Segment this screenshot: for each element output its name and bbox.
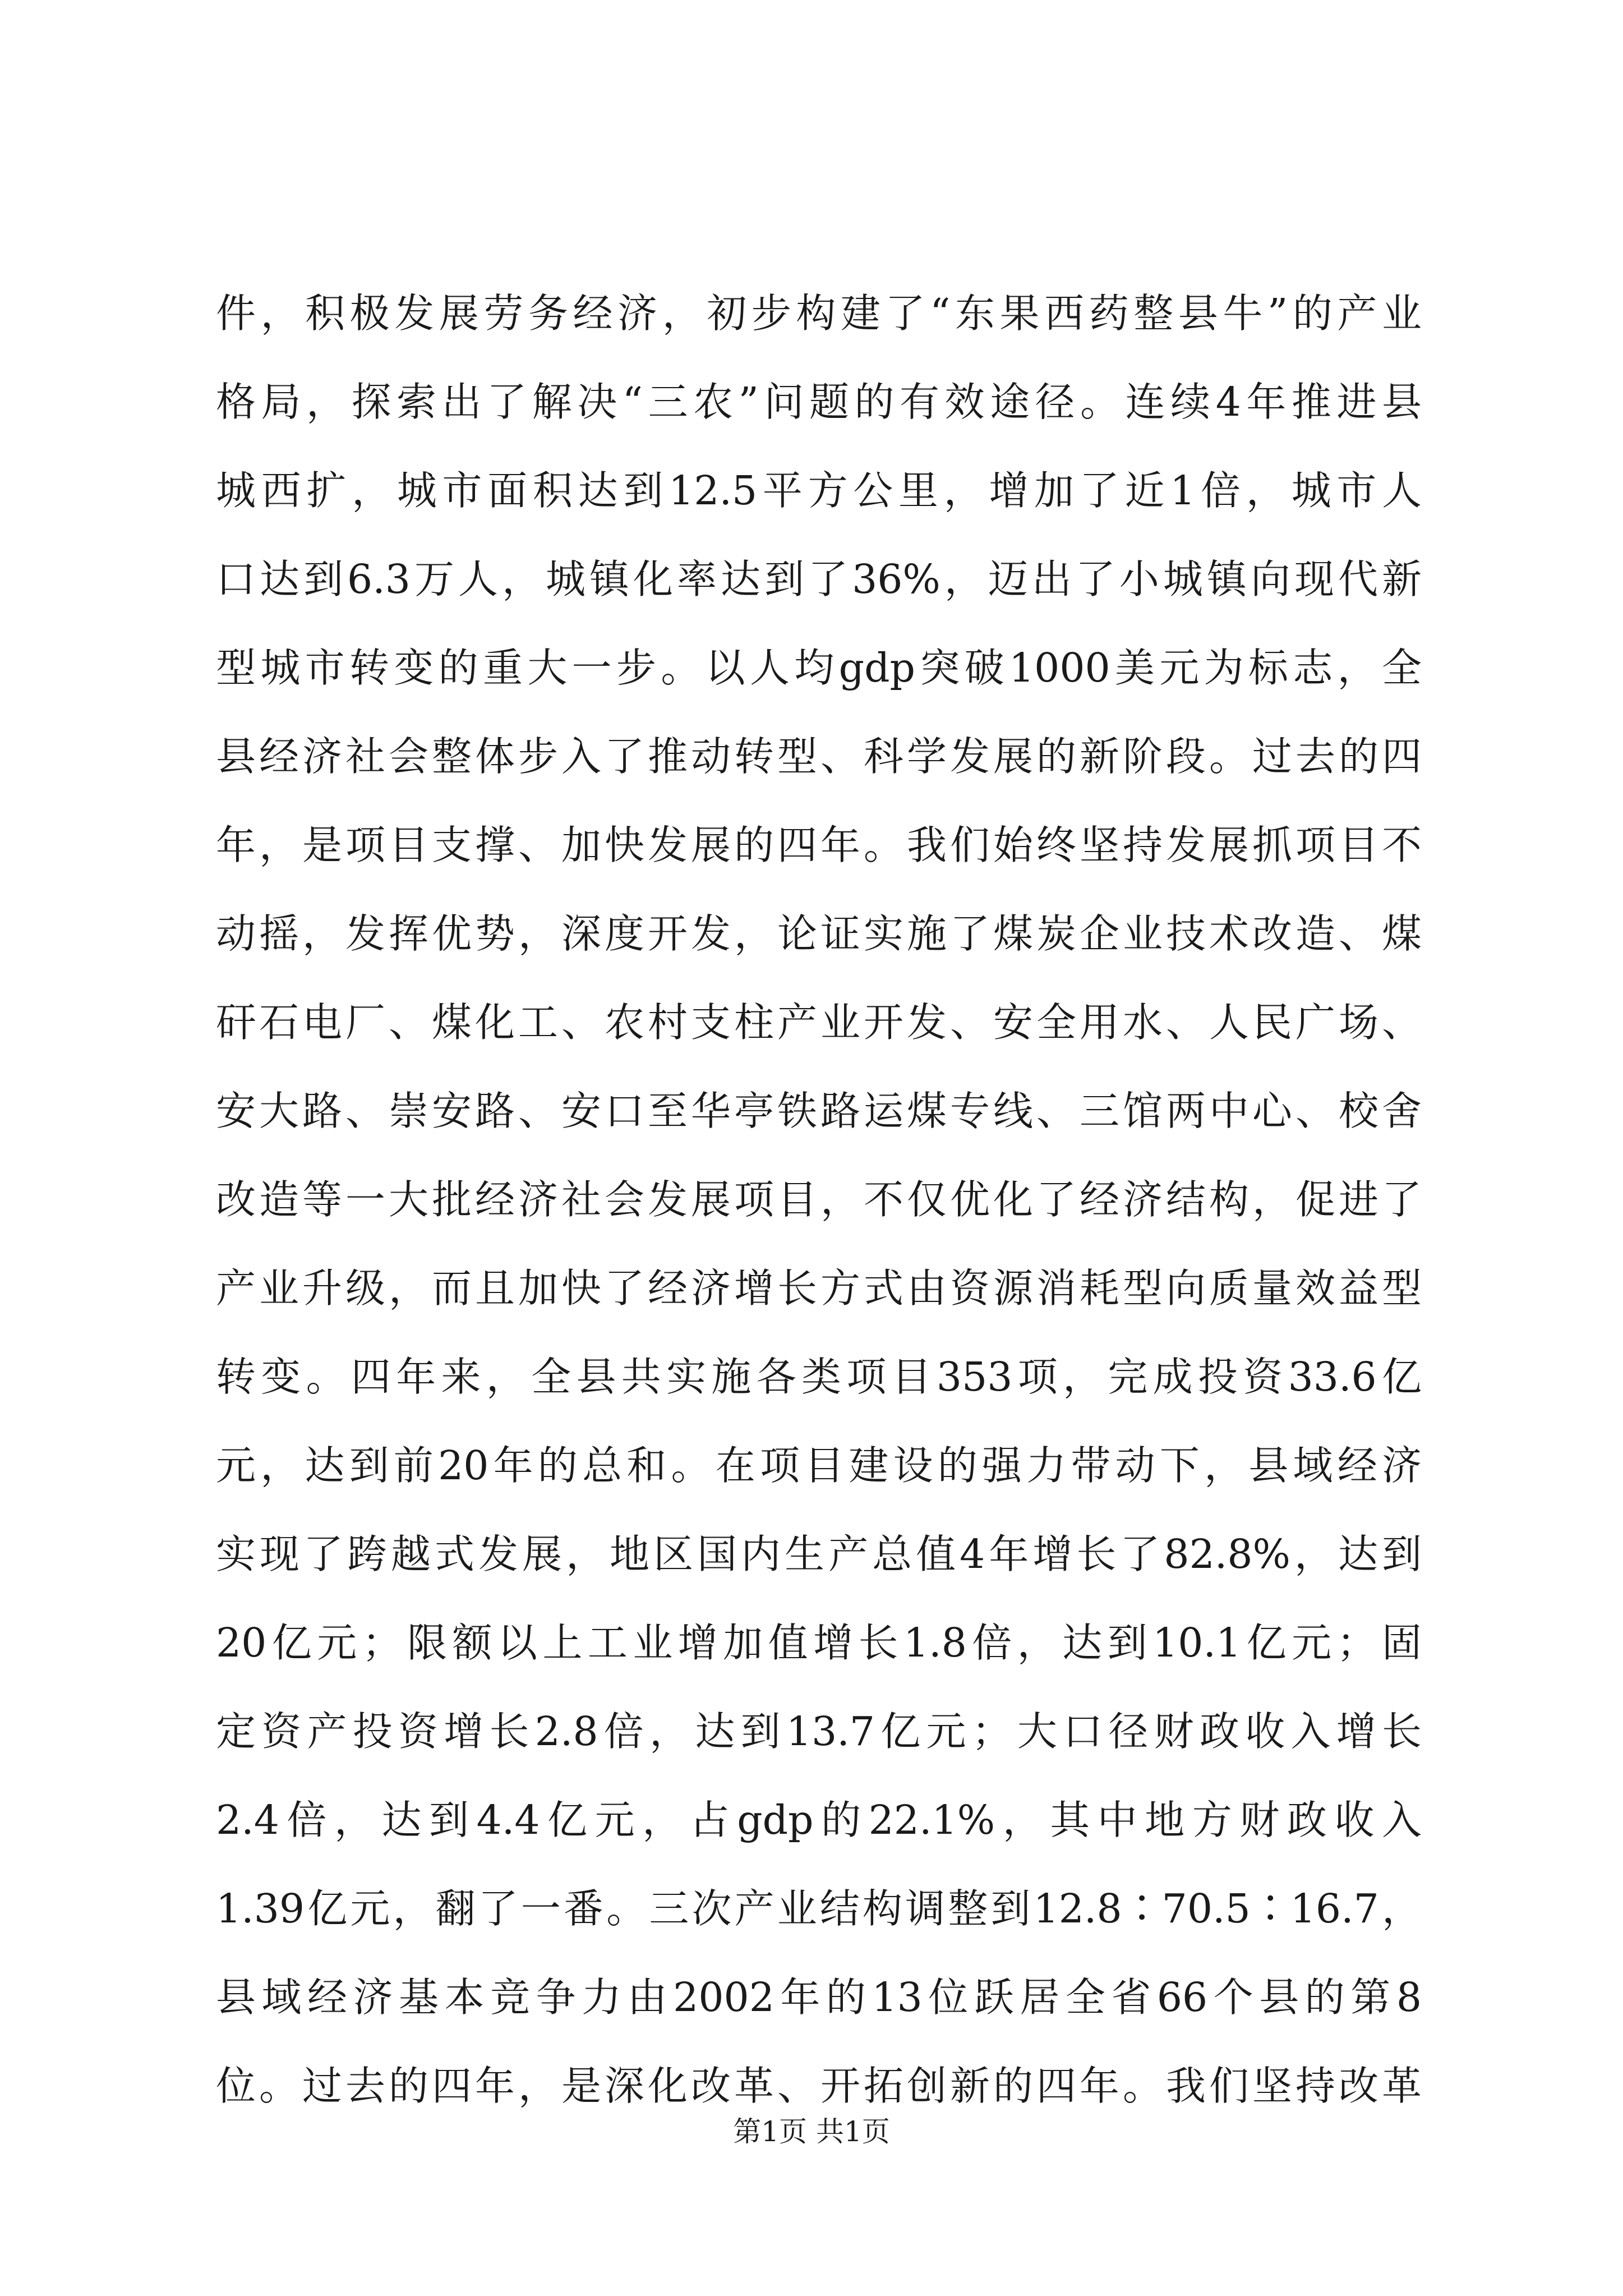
- text-line: 年，是项目支撑、加快发展的四年。我们始终坚持发展抓项目不: [216, 822, 1422, 868]
- text-line: 位。过去的四年，是深化改革、开拓创新的四年。我们坚持改革: [216, 2063, 1422, 2109]
- text-line: 20亿元；限额以上工业增加值增长1.8倍，达到10.1亿元；固: [216, 1619, 1422, 1666]
- text-line: 城西扩，城市面积达到12.5平方公里，增加了近1倍，城市人: [216, 467, 1422, 514]
- text-line: 矸石电厂、煤化工、农村支柱产业开发、安全用水、人民广场、: [216, 999, 1422, 1046]
- text-line: 定资产投资增长2.8倍，达到13.7亿元；大口径财政收入增长: [216, 1708, 1422, 1755]
- text-line: 产业升级，而且加快了经济增长方式由资源消耗型向质量效益型: [216, 1265, 1422, 1312]
- text-line: 改造等一大批经济社会发展项目，不仅优化了经济结构，促进了: [216, 1176, 1422, 1223]
- text-line: 元，达到前20年的总和。在项目建设的强力带动下，县域经济: [216, 1442, 1422, 1489]
- text-line: 口达到6.3万人，城镇化率达到了36%，迈出了小城镇向现代新: [216, 556, 1422, 602]
- text-line: 件，积极发展劳务经济，初步构建了“东果西药整县牛”的产业: [216, 290, 1422, 337]
- text-line: 县域经济基本竞争力由2002年的13位跃居全省66个县的第8: [216, 1974, 1422, 2021]
- text-line: 转变。四年来，全县共实施各类项目353项，完成投资33.6亿: [216, 1354, 1422, 1400]
- text-line: 安大路、崇安路、安口至华亭铁路运煤专线、三馆两中心、校舍: [216, 1088, 1422, 1134]
- text-line: 实现了跨越式发展，地区国内生产总值4年增长了82.8%，达到: [216, 1531, 1422, 1577]
- text-line: 格局，探索出了解决“三农”问题的有效途径。连续4年推进县: [216, 379, 1422, 425]
- text-line: 2.4倍，达到4.4亿元，占gdp的22.1%，其中地方财政收入: [216, 1797, 1422, 1843]
- page-number-footer: 第1页 共1页: [733, 2115, 890, 2148]
- text-line: 1.39亿元，翻了一番。三次产业结构调整到12.8∶70.5∶16.7，: [216, 1885, 1422, 1932]
- text-line: 县经济社会整体步入了推动转型、科学发展的新阶段。过去的四: [216, 733, 1422, 780]
- text-line: 动摇，发挥优势，深度开发，论证实施了煤炭企业技术改造、煤: [216, 910, 1422, 957]
- body-text: [216, 269, 1422, 2131]
- text-line: 型城市转变的重大一步。以人均gdp突破1000美元为标志，全: [216, 645, 1422, 691]
